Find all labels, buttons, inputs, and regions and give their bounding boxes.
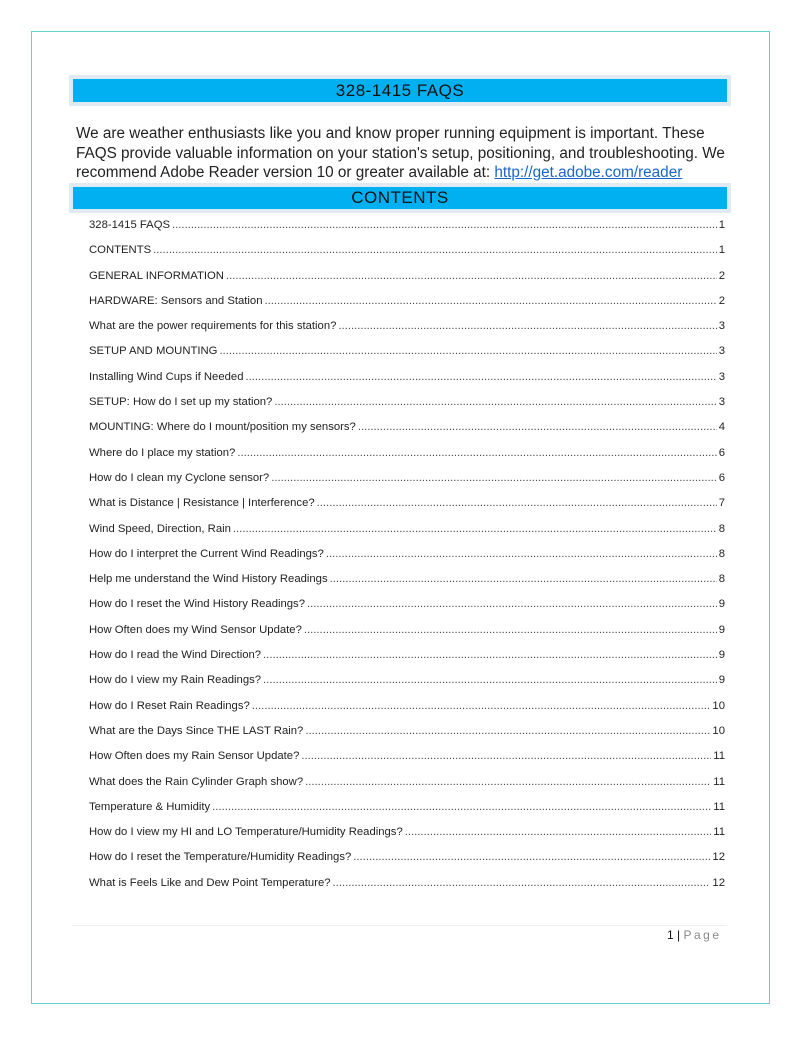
toc-label: What is Distance | Resistance | Interference? <box>89 497 315 510</box>
page-number: 1 <box>667 928 674 942</box>
toc-page-number: 3 <box>718 370 725 383</box>
toc-leader-dots <box>338 320 716 332</box>
toc-entry[interactable] <box>89 219 725 244</box>
toc-page-number: 3 <box>718 345 725 358</box>
toc-entry[interactable] <box>89 371 725 396</box>
toc-leader-dots <box>330 573 717 585</box>
toc-page-number: 8 <box>718 573 725 586</box>
toc-page-number: 10 <box>712 699 725 712</box>
toc-label: Where do I place my station? <box>89 446 236 459</box>
toc-leader-dots <box>265 295 717 307</box>
toc-label: How do I reset the Wind History Readings? <box>89 598 305 611</box>
toc-label: How do I read the Wind Direction? <box>89 649 262 662</box>
toc-entry[interactable] <box>89 244 725 269</box>
toc-entry[interactable] <box>89 826 725 851</box>
toc-leader-dots <box>219 345 716 357</box>
toc-leader-dots <box>307 598 717 610</box>
toc-page-number: 12 <box>712 876 725 889</box>
toc-entry[interactable] <box>89 674 725 699</box>
toc-page-number: 4 <box>718 421 725 434</box>
toc-page-number: 11 <box>713 750 725 763</box>
toc-leader-dots <box>271 472 716 484</box>
toc-entry[interactable] <box>89 421 725 446</box>
toc-leader-dots <box>237 447 716 459</box>
toc-entry[interactable] <box>89 598 725 623</box>
toc-label: How do I view my HI and LO Temperature/Humidity Readings? <box>89 826 403 839</box>
toc-label: What are the Days Since THE LAST Rain? <box>89 724 304 737</box>
toc-leader-dots <box>263 674 717 686</box>
toc-entry[interactable] <box>89 447 725 472</box>
toc-leader-dots <box>358 421 717 433</box>
toc-label: Temperature & Humidity <box>89 800 211 813</box>
intro-paragraph <box>76 124 736 183</box>
toc-page-number: 11 <box>713 800 725 813</box>
toc-entry[interactable] <box>89 270 725 295</box>
toc-page-number: 7 <box>718 497 725 510</box>
toc-leader-dots <box>301 750 711 762</box>
toc-entry[interactable] <box>89 573 725 598</box>
toc-leader-dots <box>304 624 717 636</box>
toc-entry[interactable] <box>89 801 725 826</box>
toc-leader-dots <box>317 497 717 509</box>
toc-leader-dots <box>274 396 716 408</box>
toc-leader-dots <box>153 244 717 256</box>
toc-entry[interactable] <box>89 649 725 674</box>
toc-entry[interactable] <box>89 851 725 876</box>
contents-banner <box>69 183 731 213</box>
toc-label: How do I view my Rain Readings? <box>89 674 262 687</box>
toc-label: How Often does my Wind Sensor Update? <box>89 623 302 636</box>
toc-label: What is Feels Like and Dew Point Temperature? <box>89 876 331 889</box>
toc-leader-dots <box>212 801 711 813</box>
toc-label: How Often does my Rain Sensor Update? <box>89 750 300 763</box>
toc-page-number: 12 <box>712 851 725 864</box>
adobe-reader-link[interactable]: http://get.adobe.com/reader <box>494 164 683 181</box>
title-banner <box>69 75 731 106</box>
toc-label: What does the Rain Cylinder Graph show? <box>89 775 304 788</box>
toc-label: How do I interpret the Current Wind Readings? <box>89 547 324 560</box>
toc-page-number: 9 <box>718 649 725 662</box>
toc-entry[interactable] <box>89 497 725 522</box>
toc-page-number: 6 <box>718 446 725 459</box>
toc-page-number: 10 <box>712 724 725 737</box>
toc-leader-dots <box>233 523 717 535</box>
intro-text: We are weather enthusiasts like you and know proper running equipment is important. These FAQS provide valuable information on your station's setup, positioning, and troubleshooting. We recommend Adobe Reader version 10 or greater available at: <box>76 125 725 181</box>
toc-page-number: 1 <box>718 219 725 231</box>
toc-leader-dots <box>263 649 717 661</box>
page-footer <box>667 928 722 942</box>
toc-label: How do I reset the Temperature/Humidity Readings? <box>89 851 352 864</box>
footer-divider <box>72 925 727 926</box>
toc-entry[interactable] <box>89 750 725 775</box>
toc-page-number: 2 <box>718 294 725 307</box>
toc-entry[interactable] <box>89 624 725 649</box>
toc-leader-dots <box>226 270 717 282</box>
page-label: Page <box>683 928 722 942</box>
toc-label: MOUNTING: Where do I mount/position my sensors? <box>89 421 356 434</box>
document-title: 328-1415 FAQS <box>73 79 727 102</box>
toc-page-number: 8 <box>718 547 725 560</box>
toc-entry[interactable] <box>89 776 725 801</box>
toc-leader-dots <box>305 725 710 737</box>
toc-leader-dots <box>172 219 717 231</box>
toc-page-number: 9 <box>718 674 725 687</box>
toc-label: CONTENTS <box>89 244 152 257</box>
toc-page-number: 2 <box>718 269 725 282</box>
toc-leader-dots <box>305 776 711 788</box>
toc-page-number: 6 <box>718 471 725 484</box>
toc-page-number: 9 <box>718 598 725 611</box>
toc-page-number: 3 <box>718 320 725 333</box>
toc-entry[interactable] <box>89 320 725 345</box>
toc-page-number: 1 <box>718 244 725 257</box>
toc-page-number: 11 <box>713 826 725 839</box>
toc-label: GENERAL INFORMATION <box>89 269 224 282</box>
toc-leader-dots <box>405 826 712 838</box>
toc-entry[interactable] <box>89 345 725 370</box>
toc-entry[interactable] <box>89 877 725 902</box>
toc-page-number: 8 <box>718 522 725 535</box>
toc-label: How do I Reset Rain Readings? <box>89 699 250 712</box>
toc-page-number: 3 <box>718 396 725 409</box>
toc-page-number: 9 <box>718 623 725 636</box>
toc-leader-dots <box>333 877 711 889</box>
toc-entry[interactable] <box>89 725 725 750</box>
toc-leader-dots <box>252 700 711 712</box>
toc-label: What are the power requirements for this station? <box>89 320 337 333</box>
toc-entry[interactable] <box>89 396 725 421</box>
footer-separator: | <box>673 928 684 942</box>
toc-label: Wind Speed, Direction, Rain <box>89 522 231 535</box>
contents-heading: CONTENTS <box>73 187 727 209</box>
toc-entry[interactable] <box>89 472 725 497</box>
toc-leader-dots <box>353 851 710 863</box>
toc-label: Help me understand the Wind History Readings <box>89 573 328 586</box>
toc-label: 328-1415 FAQS <box>89 219 171 231</box>
table-of-contents <box>89 219 725 902</box>
toc-page-number: 11 <box>713 775 725 788</box>
toc-entry[interactable] <box>89 548 725 573</box>
toc-label: SETUP: How do I set up my station? <box>89 396 273 409</box>
toc-entry[interactable] <box>89 523 725 548</box>
toc-label: How do I clean my Cyclone sensor? <box>89 471 270 484</box>
toc-leader-dots <box>245 371 716 383</box>
toc-entry[interactable] <box>89 700 725 725</box>
toc-entry[interactable] <box>89 295 725 320</box>
toc-leader-dots <box>326 548 717 560</box>
toc-label: HARDWARE: Sensors and Station <box>89 294 263 307</box>
toc-label: SETUP AND MOUNTING <box>89 345 218 358</box>
toc-label: Installing Wind Cups if Needed <box>89 370 244 383</box>
